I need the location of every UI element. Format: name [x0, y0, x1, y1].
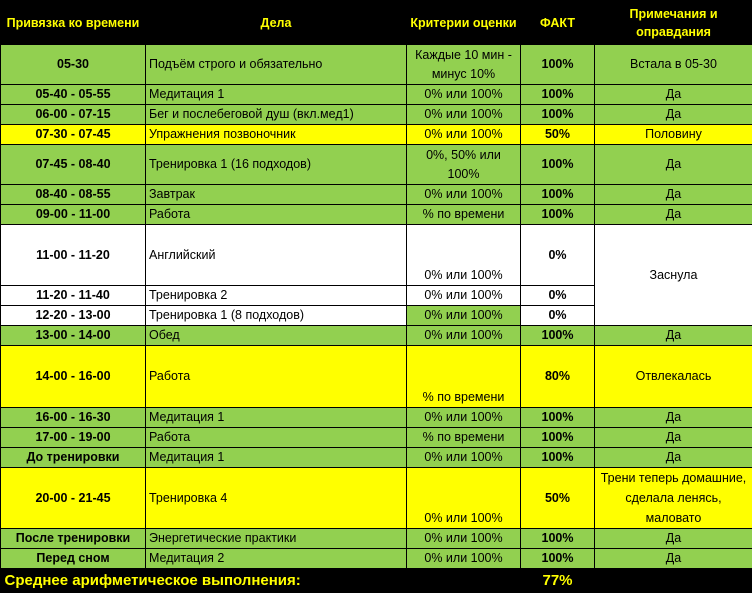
fact-cell[interactable]: 100%	[521, 145, 595, 185]
table-row	[1, 326, 752, 346]
criteria-cell[interactable]: % по времени	[407, 428, 521, 448]
time-cell[interactable]: 20-00 - 21-45	[1, 468, 146, 529]
time-cell[interactable]: 12-20 - 13-00	[1, 306, 146, 326]
table-row	[1, 549, 752, 569]
criteria-cell[interactable]: 0% или 100%	[407, 306, 521, 326]
fact-cell[interactable]: 50%	[521, 125, 595, 145]
fact-cell[interactable]: 0%	[521, 306, 595, 326]
footer-row	[1, 569, 752, 593]
table-row	[1, 468, 752, 529]
task-cell[interactable]: Медитация 2	[146, 549, 407, 569]
criteria-cell[interactable]: 0% или 100%	[407, 468, 521, 529]
time-cell[interactable]: 17-00 - 19-00	[1, 428, 146, 448]
time-cell[interactable]: 06-00 - 07-15	[1, 105, 146, 125]
fact-cell[interactable]: 100%	[521, 428, 595, 448]
header-criteria[interactable]: Критерии оценки	[407, 1, 521, 45]
note-cell[interactable]: Да	[595, 105, 752, 125]
table-row	[1, 105, 752, 125]
time-cell[interactable]: 14-00 - 16-00	[1, 346, 146, 408]
time-cell[interactable]: Перед сном	[1, 549, 146, 569]
criteria-cell[interactable]: 0% или 100%	[407, 286, 521, 306]
task-cell[interactable]: Английский	[146, 225, 407, 286]
table-row	[1, 85, 752, 105]
fact-cell[interactable]: 100%	[521, 185, 595, 205]
table-row	[1, 428, 752, 448]
time-cell[interactable]: 08-40 - 08-55	[1, 185, 146, 205]
fact-cell[interactable]: 100%	[521, 45, 595, 85]
note-cell[interactable]: Трени теперь домашние, сделала ленясь, маловато	[595, 468, 752, 529]
note-cell[interactable]: Половину	[595, 125, 752, 145]
fact-cell[interactable]: 80%	[521, 346, 595, 408]
task-cell[interactable]: Тренировка 2	[146, 286, 407, 306]
header-row	[1, 1, 752, 45]
task-cell[interactable]: Завтрак	[146, 185, 407, 205]
table-row	[1, 448, 752, 468]
header-fact[interactable]: ФАКТ	[521, 1, 595, 45]
note-cell[interactable]: Да	[595, 205, 752, 225]
criteria-cell[interactable]: 0% или 100%	[407, 185, 521, 205]
fact-cell[interactable]: 100%	[521, 326, 595, 346]
time-cell[interactable]: 05-30	[1, 45, 146, 85]
criteria-cell[interactable]: 0% или 100%	[407, 326, 521, 346]
time-cell[interactable]: 07-45 - 08-40	[1, 145, 146, 185]
fact-cell[interactable]: 0%	[521, 225, 595, 286]
note-cell[interactable]: Да	[595, 85, 752, 105]
task-cell[interactable]: Медитация 1	[146, 448, 407, 468]
criteria-cell[interactable]: 0% или 100%	[407, 85, 521, 105]
fact-cell[interactable]: 100%	[521, 85, 595, 105]
criteria-cell[interactable]: 0% или 100%	[407, 225, 521, 286]
task-cell[interactable]: Обед	[146, 326, 407, 346]
criteria-cell[interactable]: % по времени	[407, 205, 521, 225]
time-cell[interactable]: До тренировки	[1, 448, 146, 468]
fact-cell[interactable]: 100%	[521, 448, 595, 468]
task-cell[interactable]: Тренировка 1 (16 подходов)	[146, 145, 407, 185]
average-label: Среднее арифметическое выполнения:	[1, 569, 521, 593]
note-cell[interactable]: Да	[595, 549, 752, 569]
task-cell[interactable]: Бег и послебеговой душ (вкл.мед1)	[146, 105, 407, 125]
fact-cell[interactable]: 50%	[521, 468, 595, 529]
table-row	[1, 225, 752, 286]
criteria-cell[interactable]: 0% или 100%	[407, 448, 521, 468]
time-cell[interactable]: После тренировки	[1, 529, 146, 549]
task-cell[interactable]: Энергетические практики	[146, 529, 407, 549]
header-task[interactable]: Дела	[146, 1, 407, 45]
criteria-cell[interactable]: 0% или 100%	[407, 549, 521, 569]
note-cell[interactable]: Встала в 05-30	[595, 45, 752, 85]
criteria-cell[interactable]: 0% или 100%	[407, 408, 521, 428]
criteria-cell[interactable]: Каждые 10 мин - минус 10%	[407, 45, 521, 85]
table-row	[1, 125, 752, 145]
table-row	[1, 529, 752, 549]
note-cell[interactable]: Отвлекалась	[595, 346, 752, 408]
task-cell[interactable]: Работа	[146, 205, 407, 225]
table-row	[1, 205, 752, 225]
task-cell[interactable]: Упражнения позвоночник	[146, 125, 407, 145]
note-cell[interactable]: Да	[595, 408, 752, 428]
criteria-cell[interactable]: % по времени	[407, 346, 521, 408]
task-cell[interactable]: Работа	[146, 346, 407, 408]
criteria-cell[interactable]: 0%, 50% или 100%	[407, 145, 521, 185]
header-time[interactable]: Привязка ко времени	[1, 1, 146, 45]
time-cell[interactable]: 09-00 - 11-00	[1, 205, 146, 225]
table-row	[1, 145, 752, 185]
time-cell[interactable]: 11-00 - 11-20	[1, 225, 146, 286]
fact-cell[interactable]: 100%	[521, 105, 595, 125]
note-cell[interactable]: Да	[595, 529, 752, 549]
note-cell[interactable]: Да	[595, 448, 752, 468]
time-cell[interactable]: 11-20 - 11-40	[1, 286, 146, 306]
criteria-cell[interactable]: 0% или 100%	[407, 105, 521, 125]
task-cell[interactable]: Работа	[146, 428, 407, 448]
task-cell[interactable]: Медитация 1	[146, 85, 407, 105]
average-value: 77%	[521, 569, 595, 593]
criteria-cell[interactable]: 0% или 100%	[407, 529, 521, 549]
table-row	[1, 346, 752, 408]
time-cell[interactable]: 16-00 - 16-30	[1, 408, 146, 428]
fact-cell[interactable]: 100%	[521, 549, 595, 569]
header-note[interactable]: Примечания и оправдания	[595, 1, 752, 45]
task-cell[interactable]: Тренировка 1 (8 подходов)	[146, 306, 407, 326]
task-cell[interactable]: Тренировка 4	[146, 468, 407, 529]
task-cell[interactable]: Подъём строго и обязательно	[146, 45, 407, 85]
fact-cell[interactable]: 0%	[521, 286, 595, 306]
fact-cell[interactable]: 100%	[521, 529, 595, 549]
time-cell[interactable]: 05-40 - 05-55	[1, 85, 146, 105]
table-row	[1, 45, 752, 85]
note-cell[interactable]: Да	[595, 428, 752, 448]
time-cell[interactable]: 07-30 - 07-45	[1, 125, 146, 145]
note-cell[interactable]: Да	[595, 185, 752, 205]
criteria-cell[interactable]: 0% или 100%	[407, 125, 521, 145]
table-row	[1, 185, 752, 205]
footer-empty	[595, 569, 752, 593]
note-cell[interactable]: Да	[595, 145, 752, 185]
note-cell[interactable]: Да	[595, 326, 752, 346]
time-cell[interactable]: 13-00 - 14-00	[1, 326, 146, 346]
task-cell[interactable]: Медитация 1	[146, 408, 407, 428]
fact-cell[interactable]: 100%	[521, 205, 595, 225]
table-row	[1, 408, 752, 428]
note-cell[interactable]: Заснула	[595, 225, 752, 326]
fact-cell[interactable]: 100%	[521, 408, 595, 428]
